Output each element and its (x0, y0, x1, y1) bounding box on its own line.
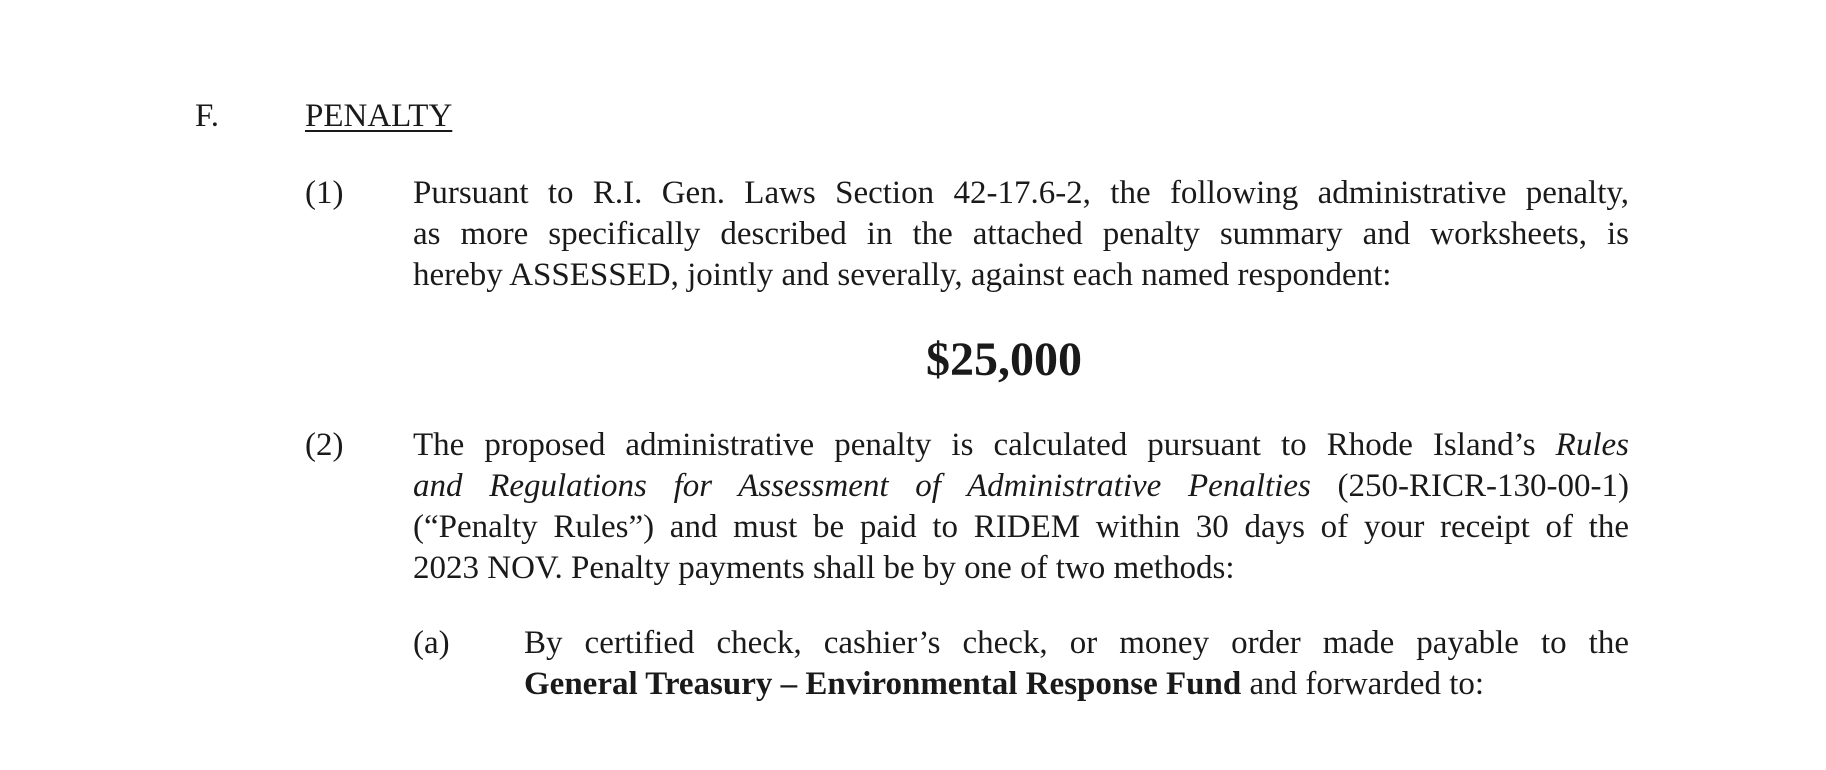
item-1-number: (1) (305, 175, 344, 211)
item-2-line-1 (413, 425, 1629, 466)
item-2-line-2-italic: and Regulations for Assessment of Administrative Penalties (413, 468, 1311, 504)
subitem-a-line-1: By certified check, cashier’s check, or money order made payable to the (524, 625, 1629, 661)
subitem-a-line-2 (524, 664, 1629, 705)
item-1-paragraph (413, 173, 1629, 296)
item-2-line-4: 2023 NOV. Penalty payments shall be by one of two methods: (413, 550, 1235, 586)
section-letter: F. (195, 98, 219, 134)
item-1-line-1: Pursuant to R.I. Gen. Laws Section 42-17.6-2, the following administrative penalty, (413, 175, 1629, 211)
item-2-line-1-text: The proposed administrative penalty is calculated pursuant to Rhode Island’s (413, 427, 1536, 463)
subitem-a-number: (a) (413, 625, 450, 661)
subitem-a-paragraph (524, 623, 1629, 705)
item-2-line-2-text: (250-RICR-130-00-1) (1337, 468, 1630, 504)
item-2-paragraph (413, 425, 1629, 589)
item-1-line-3: hereby ASSESSED, jointly and severally, against each named respondent: (413, 257, 1392, 293)
subitem-a-line-2-text: and forwarded to: (1249, 666, 1485, 702)
item-2-number: (2) (305, 427, 344, 463)
item-2-line-2 (413, 466, 1629, 507)
item-1-line-2: as more specifically described in the attached penalty summary and worksheets, is (413, 216, 1629, 252)
item-2-line-3: (“Penalty Rules”) and must be paid to RIDEM within 30 days of your receipt of the (413, 509, 1629, 545)
item-2-line-1-italic: Rules (1555, 427, 1629, 463)
section-title: PENALTY (305, 98, 453, 134)
subitem-a-payee: General Treasury – Environmental Response Fund (524, 666, 1242, 702)
penalty-amount: $25,000 (926, 333, 1082, 386)
